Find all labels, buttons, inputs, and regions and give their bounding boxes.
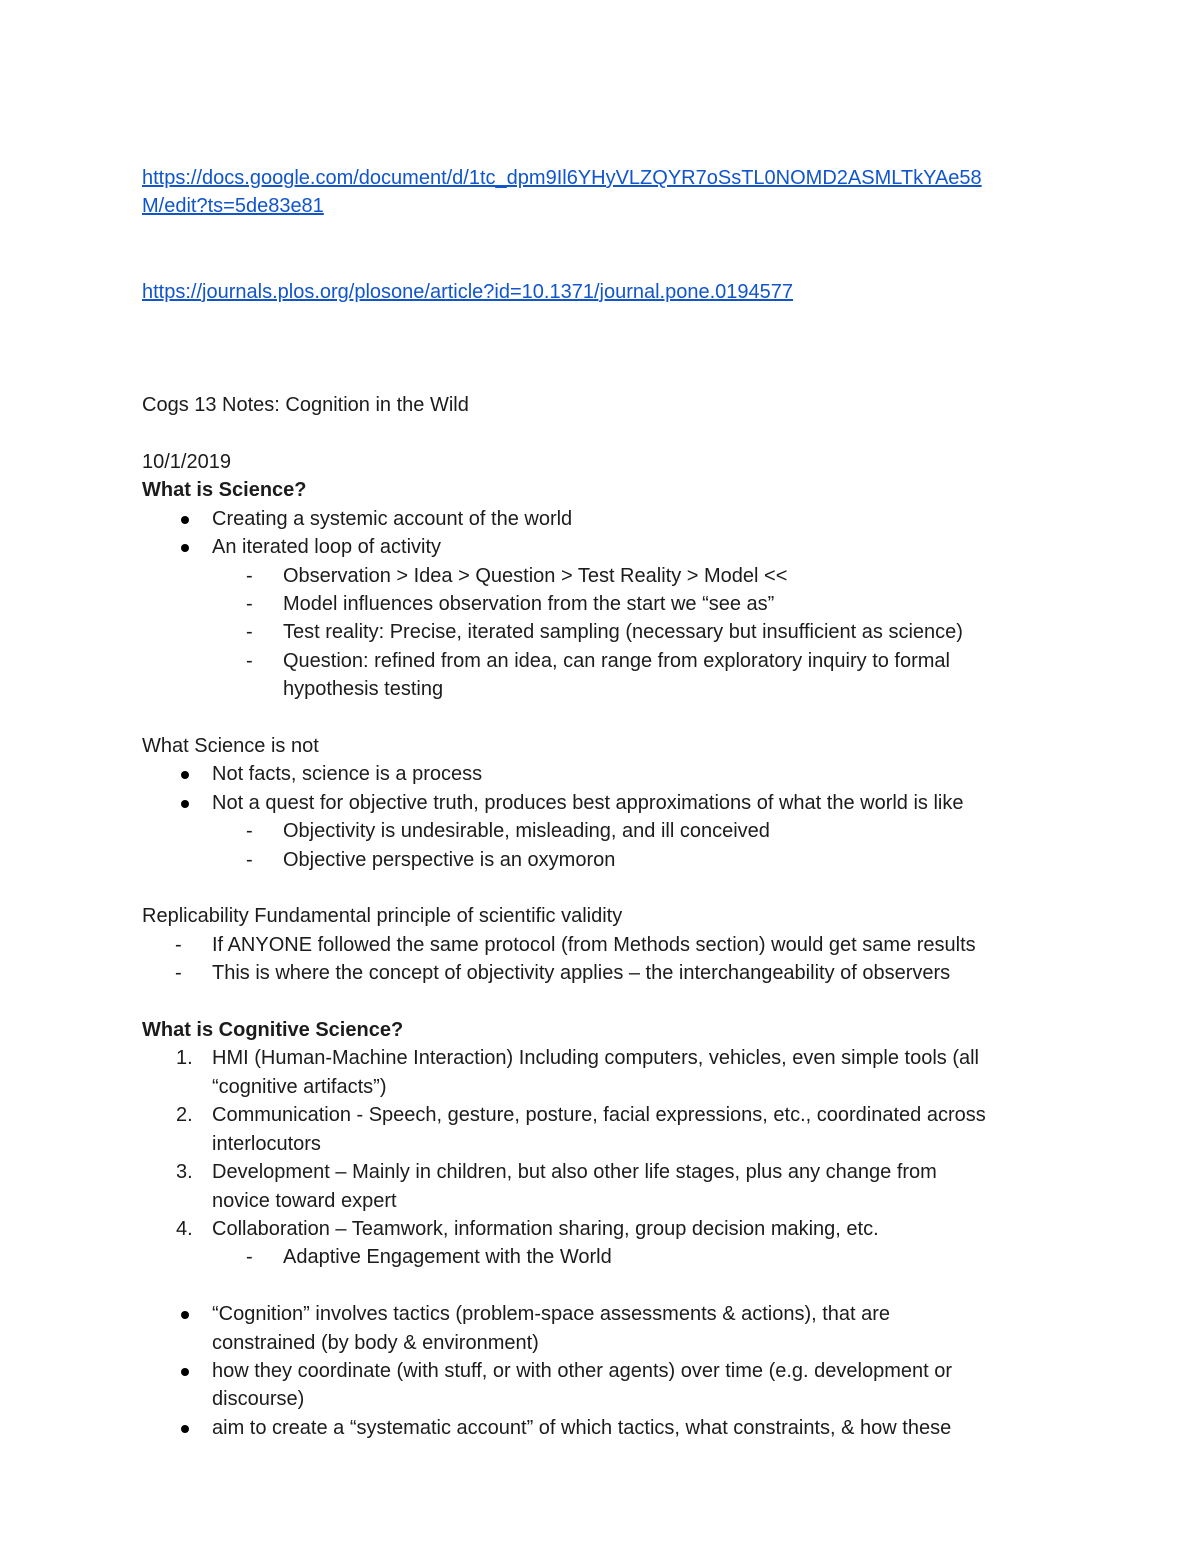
notes-title: Cogs 13 Notes: Cognition in the Wild: [142, 394, 469, 417]
list-item: [142, 931, 1052, 959]
list-item: [142, 590, 1052, 618]
list-item-text: aim to create a “systematic account” of which tactics, what constraints, & how these: [212, 1416, 952, 1439]
list-item-text-continued: constrained (by body & environment): [212, 1331, 539, 1354]
list-item: [142, 1414, 1052, 1442]
list-item-text-continued: novice toward expert: [212, 1189, 397, 1212]
list-item: [142, 789, 1052, 817]
not-science-bullet-list: [142, 760, 1052, 817]
list-number: 1.: [176, 1047, 193, 1070]
list-item: [142, 1215, 1052, 1243]
dash-marker: -: [246, 848, 253, 871]
list-item-text: Model influences observation from the start we “see as”: [283, 593, 775, 616]
cogsci-numbered-list: [142, 1044, 1052, 1243]
list-item-text: Test reality: Precise, iterated sampling (necessary but insufficient as science): [283, 621, 963, 644]
list-number: 4.: [176, 1217, 193, 1240]
dash-marker: -: [175, 933, 182, 956]
list-item: [142, 817, 1052, 845]
dash-marker: -: [246, 1246, 253, 1269]
not-science-dash-list: [142, 817, 1052, 874]
dash-marker: -: [246, 649, 253, 672]
list-item: [142, 533, 1052, 561]
list-item: [142, 1044, 1052, 1101]
dash-marker: -: [175, 962, 182, 985]
list-item: [142, 1300, 1052, 1357]
list-item-text-continued: hypothesis testing: [283, 678, 444, 701]
list-item-text: Observation > Idea > Question > Test Reality > Model <<: [283, 564, 788, 587]
dash-marker: -: [246, 820, 253, 843]
list-item-text: Adaptive Engagement with the World: [283, 1246, 612, 1269]
list-item-text: Creating a systemic account of the world: [212, 507, 573, 530]
section-heading-science: What is Science?: [142, 479, 307, 502]
list-item-text: Collaboration – Teamwork, information sharing, group decision making, etc.: [212, 1217, 879, 1240]
list-item-text-continued: discourse): [212, 1388, 305, 1411]
bullet-icon: [181, 1425, 189, 1433]
list-item-text: Development – Mainly in children, but also other life stages, plus any change from: [212, 1161, 937, 1184]
dash-marker: -: [246, 593, 253, 616]
list-item-text: If ANYONE followed the same protocol (from Methods section) would get same results: [212, 933, 976, 956]
list-number: 3.: [176, 1161, 193, 1184]
cogsci-sub-dash-list: [142, 1243, 1052, 1271]
list-item-text: Not facts, science is a process: [212, 763, 483, 786]
bullet-icon: [181, 516, 189, 524]
list-item: [142, 1101, 1052, 1158]
bullet-icon: [181, 771, 189, 779]
section-heading-not-science: What Science is not: [142, 735, 319, 758]
list-item-text: Communication - Speech, gesture, posture, facial expressions, etc., coordinated across: [212, 1104, 986, 1127]
list-item-text: Not a quest for objective truth, produces best approximations of what the world is like: [212, 791, 964, 814]
dash-marker: -: [246, 621, 253, 644]
list-item: [142, 846, 1052, 874]
google-docs-link[interactable]: [142, 164, 1052, 221]
list-item-text: Question: refined from an idea, can range from exploratory inquiry to formal: [283, 649, 950, 672]
bullet-icon: [181, 544, 189, 552]
dash-marker: -: [246, 564, 253, 587]
list-item: [142, 562, 1052, 590]
list-item-text-continued: “cognitive artifacts”): [212, 1075, 387, 1098]
list-item: [142, 618, 1052, 646]
list-item: [142, 1158, 1052, 1215]
section-heading-cogsci: What is Cognitive Science?: [142, 1019, 404, 1042]
science-dash-list: [142, 562, 1052, 704]
list-item-text: how they coordinate (with stuff, or with other agents) over time (e.g. development or: [212, 1359, 952, 1382]
list-item-text: This is where the concept of objectivity applies – the interchangeability of observers: [212, 962, 951, 985]
google-docs-link-line-1[interactable]: https://docs.google.com/document/d/1tc_dpm9Il6YHyVLZQYR7oSsTL0NOMD2ASMLTkYAe58: [142, 167, 982, 189]
science-bullet-list: [142, 505, 1052, 562]
section-heading-replicability: Replicability Fundamental principle of scientific validity: [142, 905, 623, 928]
list-item: [142, 959, 1052, 987]
bullet-icon: [181, 800, 189, 808]
bullet-icon: [181, 1311, 189, 1319]
list-item: [142, 760, 1052, 788]
list-item: [142, 647, 1052, 704]
google-docs-link-line-2[interactable]: M/edit?ts=5de83e81: [142, 195, 324, 218]
document-page: [142, 164, 1052, 1442]
list-item: [142, 1357, 1052, 1414]
bullet-icon: [181, 1368, 189, 1376]
cogsci-bullet-list: [142, 1300, 1052, 1442]
list-item-text: HMI (Human-Machine Interaction) Including computers, vehicles, even simple tools (all: [212, 1047, 979, 1070]
list-item-text: Objectivity is undesirable, misleading, and ill conceived: [283, 820, 770, 843]
plos-article-link[interactable]: https://journals.plos.org/plosone/article?id=10.1371/journal.pone.0194577: [142, 280, 794, 303]
notes-date: 10/1/2019: [142, 451, 231, 473]
list-number: 2.: [176, 1104, 193, 1127]
list-item-text: An iterated loop of activity: [212, 536, 442, 559]
list-item: [142, 505, 1052, 533]
list-item-text: Objective perspective is an oxymoron: [283, 848, 616, 871]
list-item-text: “Cognition” involves tactics (problem-space assessments & actions), that are: [212, 1303, 891, 1326]
replicability-dash-list: [142, 931, 1052, 988]
list-item: [142, 1243, 1052, 1271]
list-item-text-continued: interlocutors: [212, 1132, 321, 1155]
